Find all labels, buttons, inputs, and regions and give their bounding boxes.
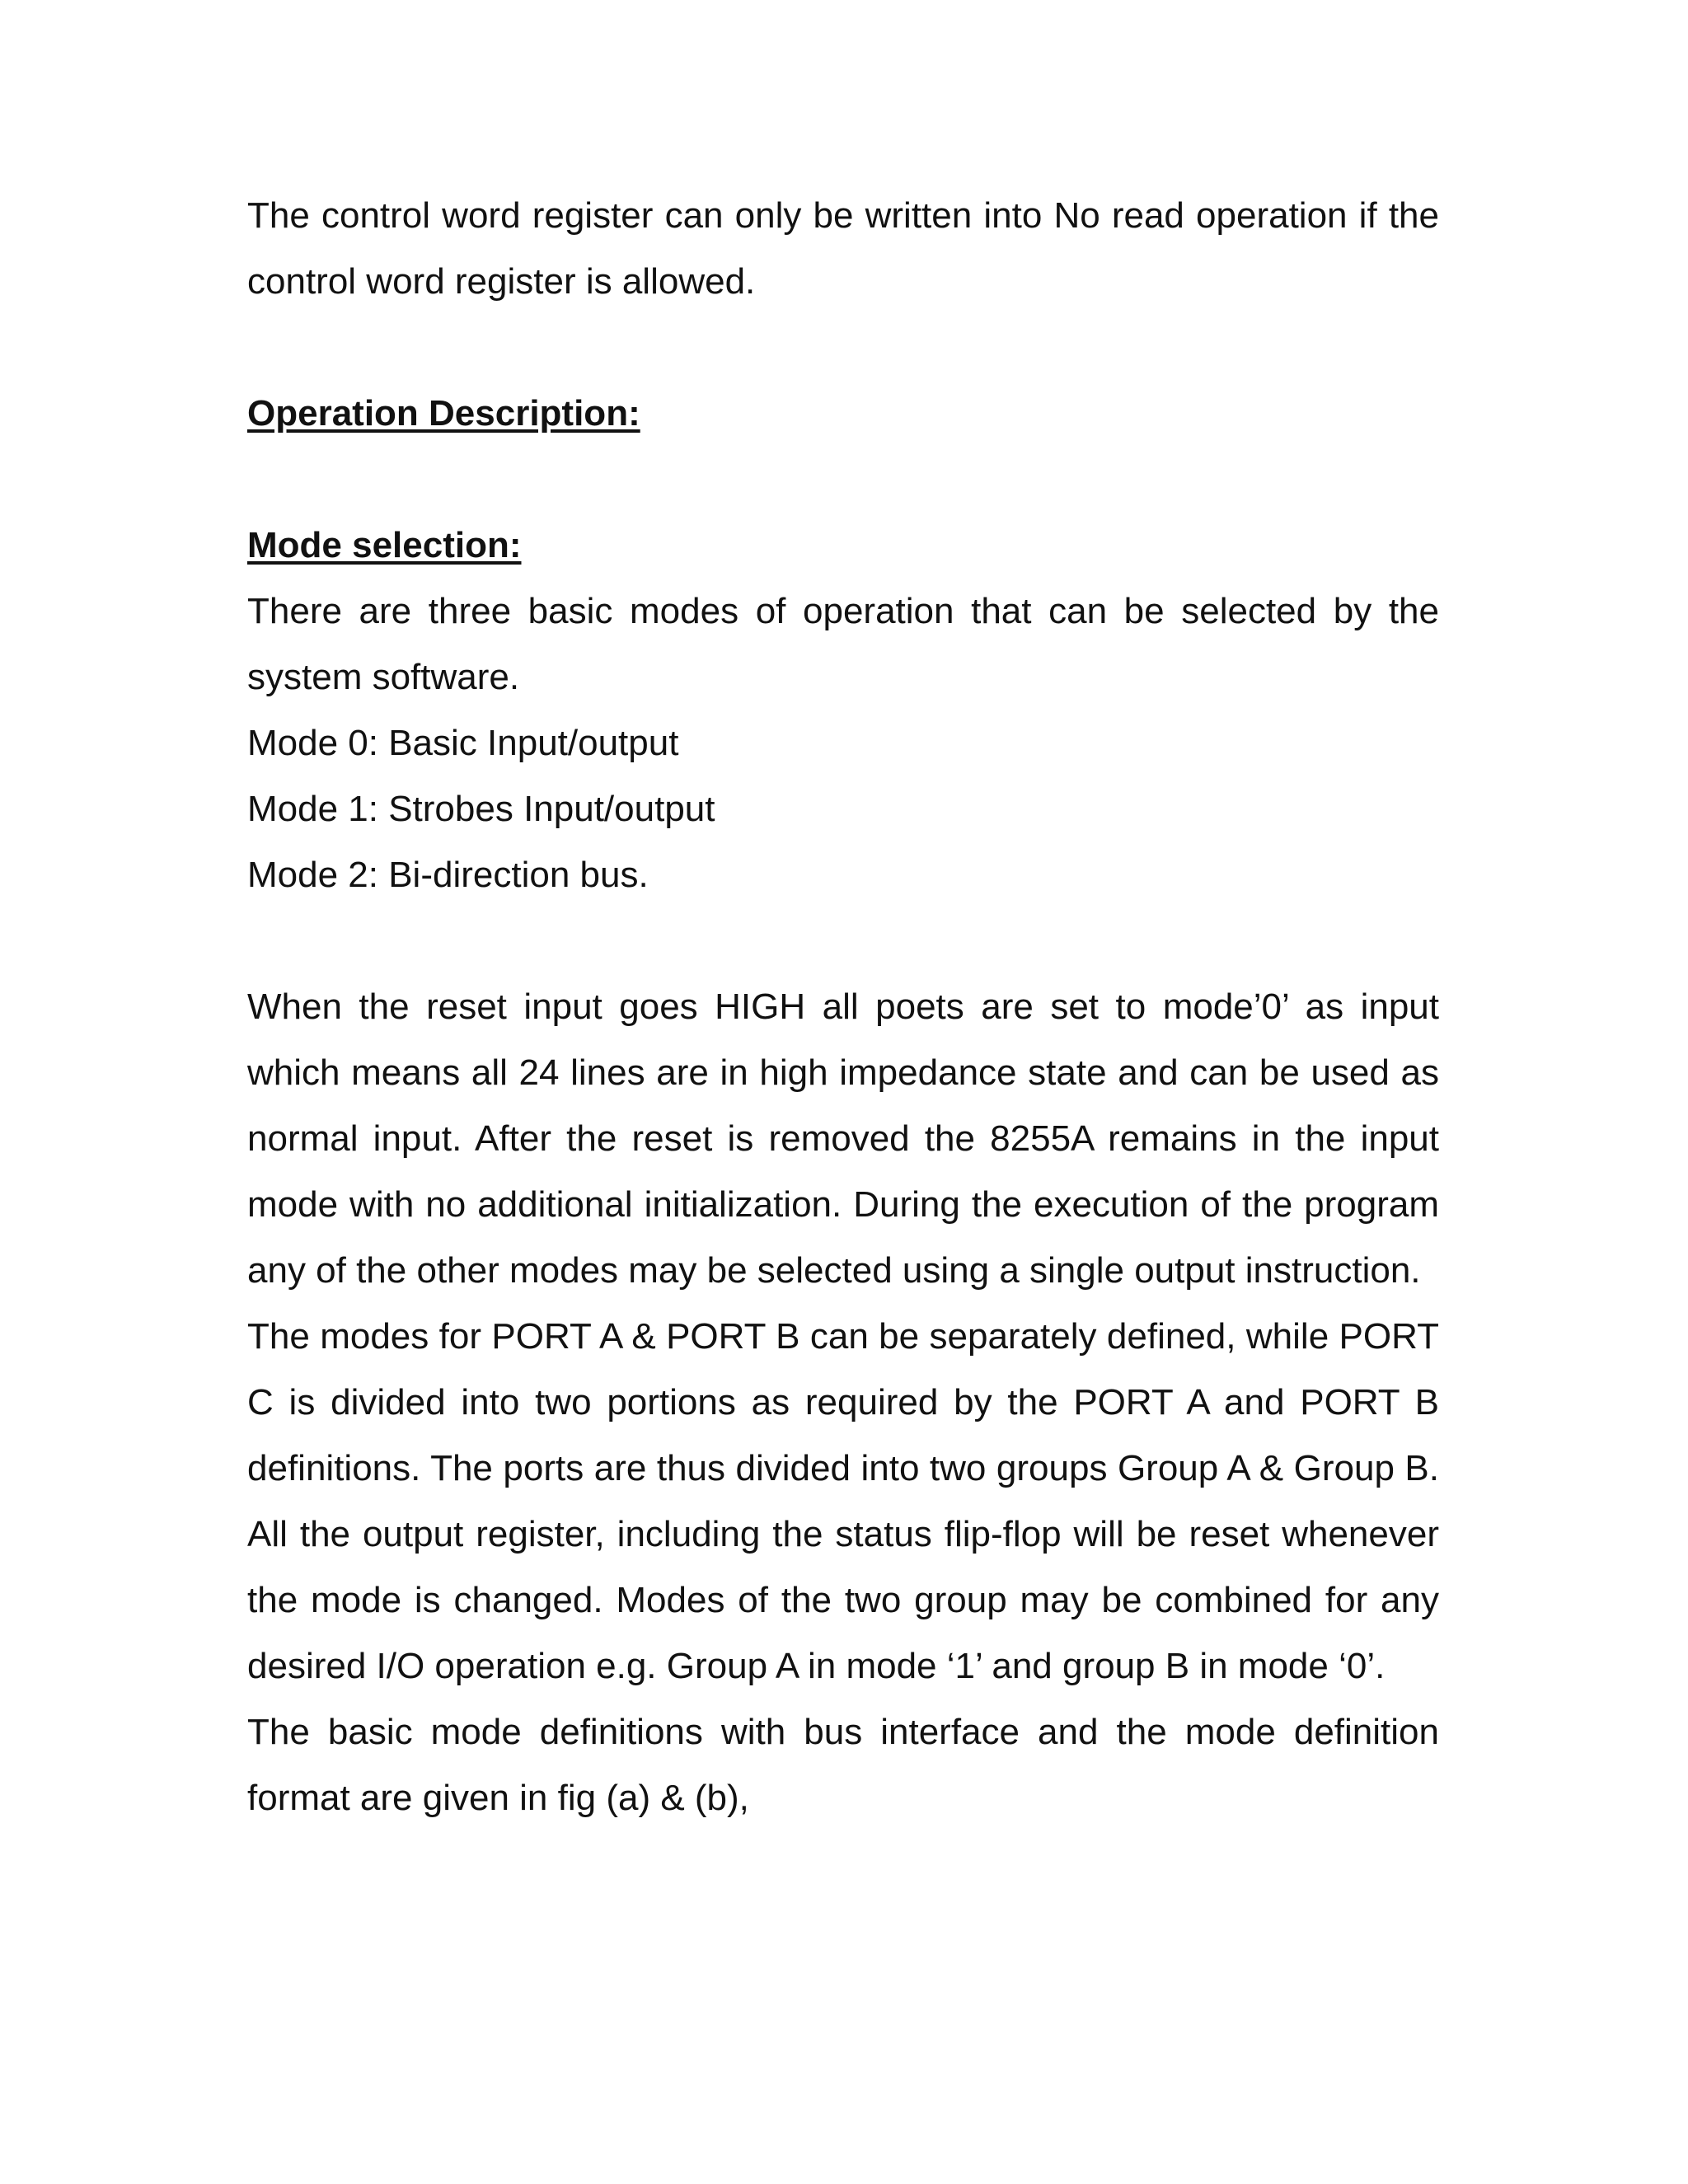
mode-list-item: Mode 1: Strobes Input/output xyxy=(247,789,715,829)
intro-paragraph: The control word register can only be written into No read operation if the control word register is allowed. xyxy=(247,195,1439,302)
spacer xyxy=(247,908,1439,974)
mode-list-item: Mode 0: Basic Input/output xyxy=(247,723,679,763)
operation-description-heading: Operation Description: xyxy=(247,393,640,434)
mode-selection-heading: Mode selection: xyxy=(247,525,522,565)
mode-list-item: Mode 2: Bi-direction bus. xyxy=(247,855,649,895)
spacer xyxy=(247,447,1439,513)
reset-paragraph: When the reset input goes HIGH all poets are set to mode’0’ as input which means all 24 lines are in high impedance state and can be used as normal input. After the reset is removed the 8255A remains in the input mode with no additional initialization. During the execution of the program any of the other modes may be selected using a single output instruction. xyxy=(247,987,1439,1291)
document-page xyxy=(247,183,1439,1831)
mode-selection-intro: There are three basic modes of operation that can be selected by the system software. xyxy=(247,591,1439,697)
figure-paragraph: The basic mode definitions with bus interface and the mode definition format are given in fig (a) & (b), xyxy=(247,1712,1439,1818)
spacer xyxy=(247,315,1439,381)
ports-paragraph: The modes for PORT A & PORT B can be separately defined, while PORT C is divided into two portions as required by the PORT A and PORT B definitions. The ports are thus divided into two groups Group A & Group B. All the output register, including the status flip-flop will be reset whenever the mode is changed. Modes of the two group may be combined for any desired I/O operation e.g. Group A in mode ‘1’ and group B in mode ‘0’. xyxy=(247,1316,1439,1686)
